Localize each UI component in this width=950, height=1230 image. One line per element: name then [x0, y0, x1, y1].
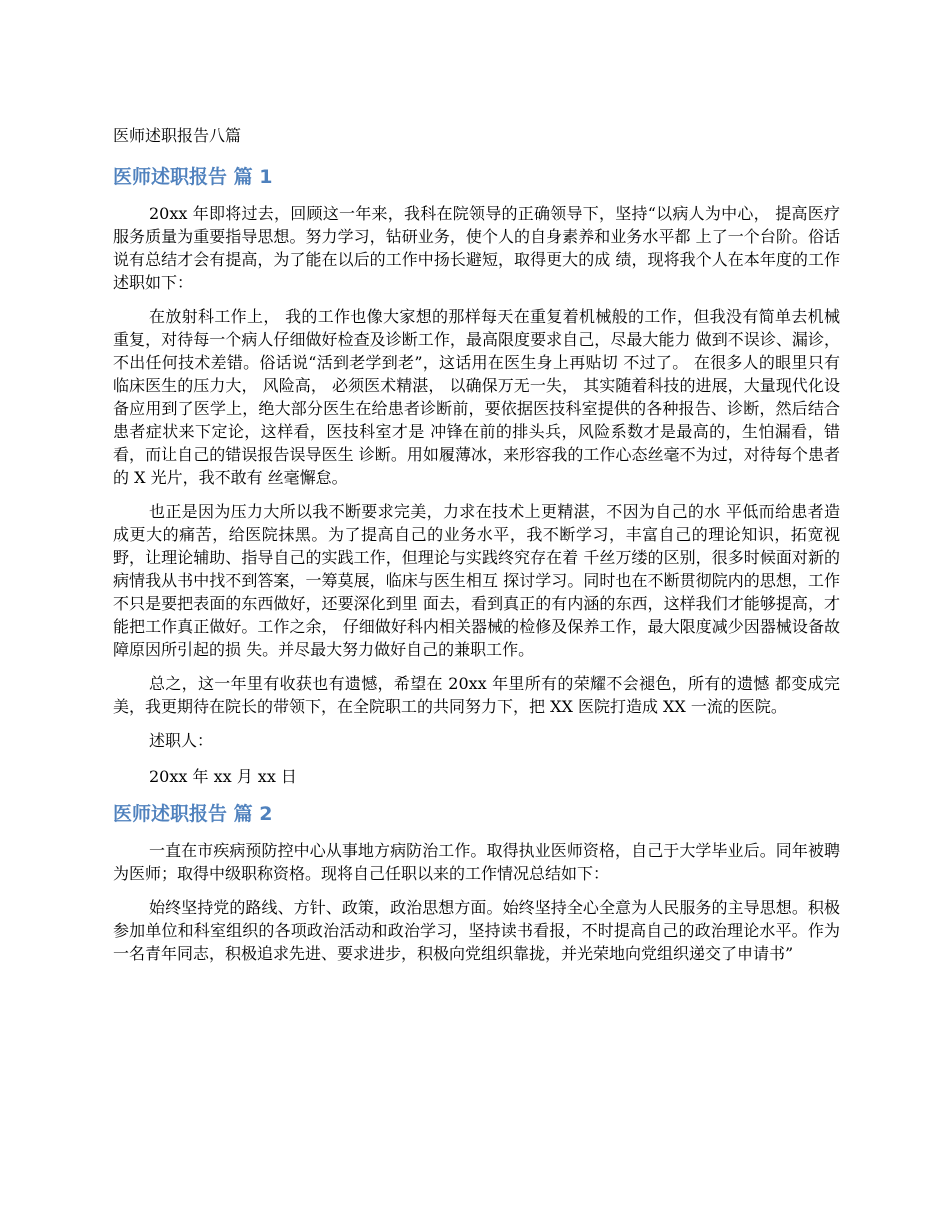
- section-1: [113, 164, 840, 788]
- paragraph: 20xx 年即将过去，回顾这一年来，我科在院领导的正确领导下，坚持“以病人为中心， 提高医疗服务质量为重要指导思想。努力学习，钻研业务，使个人的自身素养和业务水平都 上了一个台阶。俗话说有总结才会有提高，为了能在以后的工作中扬长避短，取得更大的成 绩，现将我个人在本年度的工作述职如下：: [113, 204, 840, 292]
- paragraph: 始终坚持党的路线、方针、政策，政治思想方面。始终坚持全心全意为人民服务的主导思想。积极参加单位和科室组织的各项政治活动和政治学习，坚持读书看报，不时提高自己的政治理论水平。作为一名青年同志，积极追求先进、要求进步，积极向党组织靠拢，并光荣地向党组织递交了申请书”: [113, 898, 840, 963]
- paragraph: 一直在市疾病预防控中心从事地方病防治工作。取得执业医师资格，自己于大学毕业后。同年被聘为医师；取得中级职称资格。现将自己任职以来的工作情况总结如下：: [113, 841, 840, 883]
- signature-date: 20xx 年 xx 月 xx 日: [149, 767, 297, 786]
- section-heading: 医师述职报告 篇 1: [113, 166, 273, 188]
- section-heading: 医师述职报告 篇 2: [113, 803, 273, 825]
- document-page: [113, 124, 840, 976]
- paragraph: 总之，这一年里有收获也有遗憾，希望在 20xx 年里所有的荣耀不会褪色，所有的遗憾 都变成完美，我更期待在院长的带领下，在全院职工的共同努力下，把 XX 医院打造成 XX 一流的医院。: [113, 674, 840, 716]
- signature-label: 述职人：: [149, 731, 214, 750]
- document-title: 医师述职报告八篇: [113, 126, 242, 145]
- paragraph: 在放射科工作上， 我的工作也像大家想的那样每天在重复着机械般的工作，但我没有简单去机械重复，对待每一个病人仔细做好检查及诊断工作，最高限度要求自己，尽最大能力 做到不误诊、漏诊，不出任何技术差错。俗话说“活到老学到老”，这话用在医生身上再贴切 不过了。 在很多人的眼里只有临床医生的压力大， 风险高， 必须医术精湛， 以确保万无一失， 其实随着科技的进展，大量现代化设备应用到了医学上，绝大部分医生在给患者诊断前，要依据医技科室提供的各种报告、诊断，然后结合患者症状来下定论，这样看，医技科室才是 冲锋在前的排头兵，风险系数才是最高的，生怕漏看，错看，而让自己的错误报告误导医生 诊断。用如履薄冰，来形容我的工作心态丝毫不为过，对待每个患者的 X 光片，我不敢有 丝毫懈怠。: [113, 307, 840, 487]
- paragraph: 也正是因为压力大所以我不断要求完美，力求在技术上更精湛，不因为自己的水 平低而给患者造成更大的痛苦，给医院抹黑。为了提高自己的业务水平，我不断学习，丰富自己的理论知识，拓宽视野，让理论辅助、指导自己的实践工作，但理论与实践终究存在着 千丝万缕的区别，很多时候面对新的病情我从书中找不到答案，一筹莫展，临床与医生相互 探讨学习。同时也在不断贯彻院内的思想，工作不只是要把表面的东西做好，还要深化到里 面去，看到真正的有内涵的东西，这样我们才能够提高，才能把工作真正做好。工作之余， 仔细做好科内相关器械的检修及保养工作，最大限度减少因器械设备故障原因所引起的损 失。并尽最大努力做好自己的兼职工作。: [113, 502, 840, 659]
- section-2: [113, 801, 840, 965]
